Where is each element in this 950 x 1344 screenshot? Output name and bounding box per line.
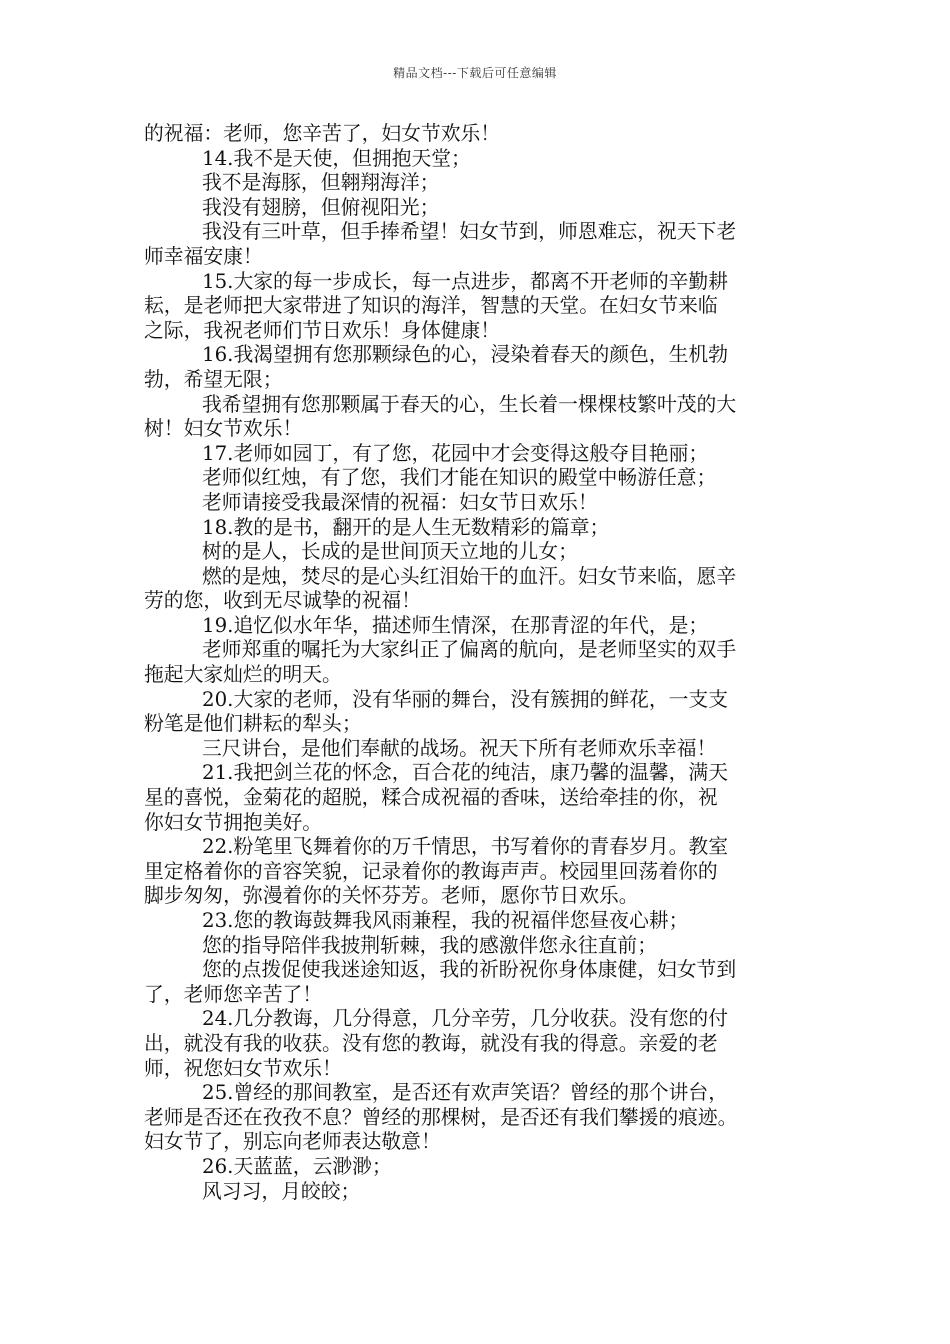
text-line: 20.大家的老师，没有华丽的舞台，没有簇拥的鲜花，一支支 [202,687,728,711]
text-line: 耘，是老师把大家带进了知识的海洋，智慧的天堂。在妇女节来临 [144,294,718,318]
text-line: 出，就没有我的收获。没有您的教诲，就没有我的得意。亲爱的老 [144,1031,718,1055]
text-line: 您的指导陪伴我披荆斩棘，我的感激伴您永往直前； [202,933,657,957]
text-line: 我没有三叶草，但手捧希望！妇女节到，师恩难忘，祝天下老 [202,220,737,244]
text-line: 妇女节了，别忘向老师表达敬意！ [144,1130,441,1154]
text-line: 拖起大家灿烂的明天。 [144,663,342,687]
text-line: 勃，希望无限； [144,367,283,391]
text-line: 17.老师如园丁，有了您，花园中才会变得这般夺目艳丽； [202,441,709,465]
text-line: 14.我不是天使，但拥抱天堂； [202,146,471,170]
text-line: 师，祝您妇女节欢乐！ [144,1056,342,1080]
page-header: 精品文档---下载后可任意编辑 [393,66,557,80]
text-line: 老师请接受我最深情的祝福：妇女节日欢乐！ [202,490,598,514]
text-line: 老师似红烛，有了您，我们才能在知识的殿堂中畅游任意； [202,466,717,490]
document-body [144,122,816,1204]
text-line: 你妇女节拥抱美好。 [144,810,323,834]
text-line: 树！妇女节欢乐！ [144,417,303,441]
text-line: 我没有翅膀，但俯视阳光； [202,195,440,219]
text-line: 三尺讲台，是他们奉献的战场。祝天下所有老师欢乐幸福！ [202,736,717,760]
text-line: 里定格着你的音容笑貌，记录着你的教诲声声。校园里回荡着你的 [144,859,718,883]
text-line: 15.大家的每一步成长，每一点进步，都离不开老师的辛勤耕 [202,269,728,293]
text-line: 之际，我祝老师们节日欢乐！身体健康！ [144,318,501,342]
text-line: 粉笔是他们耕耘的犁头； [144,712,362,736]
text-line: 24.几分教诲，几分得意，几分辛劳，几分收获。没有您的付 [202,1007,728,1031]
text-line: 22.粉笔里飞舞着你的万千情思，书写着你的青春岁月。教室 [202,835,728,859]
text-line: 23.您的教诲鼓舞我风雨兼程，我的祝福伴您昼夜心耕； [202,909,689,932]
text-line: 我希望拥有您那颗属于春天的心，生长着一棵棵枝繁叶茂的大 [202,392,737,416]
text-line: 21.我把剑兰花的怀念，百合花的纯洁，康乃馨的温馨，满天 [202,761,728,785]
text-line: 您的点拨促使我迷途知返，我的祈盼祝你身体康健，妇女节到 [202,958,737,982]
text-line: 劳的您，收到无尽诚挚的祝福！ [144,589,421,613]
text-line: 老师是否还在孜孜不息？曾经的那棵树，是否还有我们攀援的痕迹。 [144,1105,738,1129]
text-line: 树的是人，长成的是世间顶天立地的儿女； [202,540,578,564]
text-line: 脚步匆匆，弥漫着你的关怀芬芳。老师，愿你节日欢乐。 [144,884,639,908]
text-line: 25.曾经的那间教室，是否还有欢声笑语？曾经的那个讲台， [202,1081,728,1105]
text-line: 师幸福安康！ [144,244,263,268]
text-line: 了，老师您辛苦了！ [144,982,323,1006]
text-line: 18.教的是书，翻开的是人生无数精彩的篇章； [202,515,610,539]
text-line: 老师郑重的嘱托为大家纠正了偏离的航向，是老师坚实的双手 [202,638,737,662]
text-line: 19.追忆似水年华，描述师生情深，在那青涩的年代，是； [202,613,709,637]
text-line: 我不是海豚，但翱翔海洋； [202,171,440,195]
text-line: 的祝福：老师，您辛苦了，妇女节欢乐！ [144,122,501,145]
text-line: 16.我渴望拥有您那颗绿色的心，浸染着春天的颜色，生机勃 [202,343,728,367]
text-line: 燃的是烛，焚尽的是心头红泪始干的血汗。妇女节来临，愿辛 [202,564,737,588]
text-line: 风习习，月皎皎； [202,1179,361,1203]
text-line: 26.天蓝蓝，云渺渺； [202,1154,392,1178]
text-line: 星的喜悦，金菊花的超脱，糅合成祝福的香味，送给牵挂的你，祝 [144,786,718,810]
